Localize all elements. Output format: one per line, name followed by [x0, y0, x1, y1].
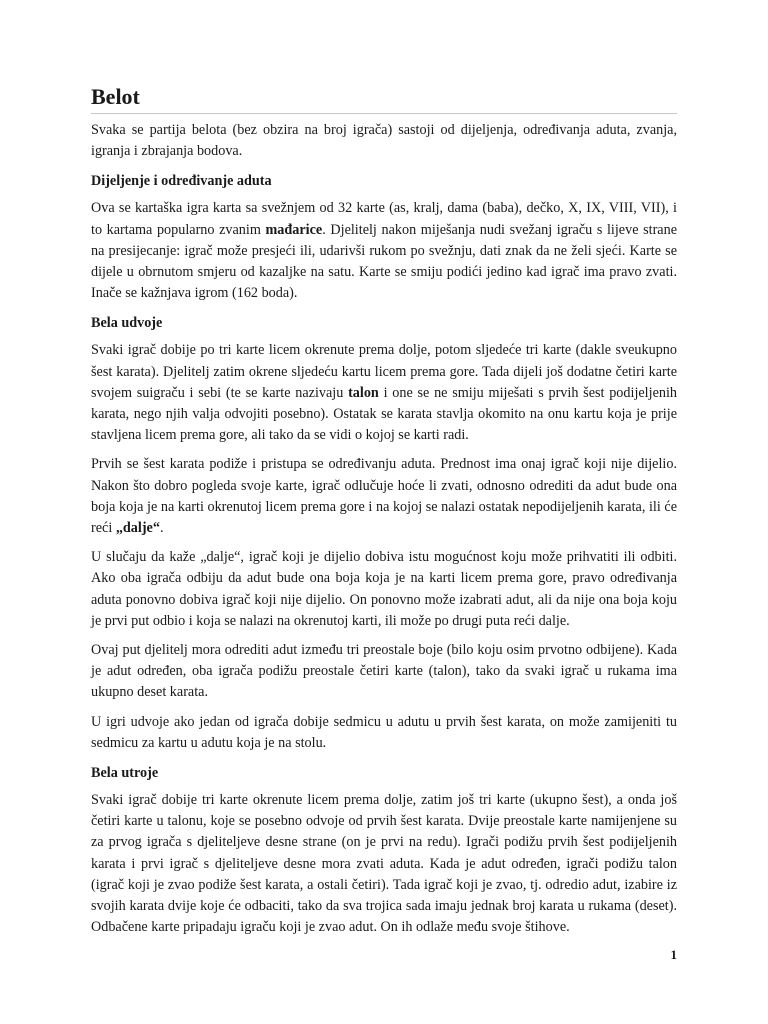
document-title: Belot — [91, 84, 677, 114]
emphasis-madarice: mađarice — [265, 221, 323, 238]
section-heading-dijeljenje: Dijeljenje i određivanje aduta — [91, 173, 272, 190]
section-heading-bela-utroje: Bela utroje — [91, 765, 159, 782]
section-heading-bela-udvoje: Bela udvoje — [91, 315, 163, 332]
emphasis-dalje: „dalje“ — [115, 520, 160, 537]
udvoje-paragraph-5: U igri udvoje ako jedan od igrača dobije sedmicu u adutu u prvih šest karata, on može zamijeniti tu sedmicu za kartu u adutu koja je na stolu. — [91, 713, 677, 751]
intro-paragraph: Svaka se partija belota (bez obzira na broj igrača) sastoji od dijeljenja, određivanja aduta, zvanja, igranja i zbrajanja bodova. — [91, 122, 677, 160]
udvoje-paragraph-2: Prvih se šest karata podiže i pristupa se određivanju aduta. Prednost ima onaj igrač koji nije dijelio. Nakon što dobro pogleda svoje karte, igrač odlučuje hoće li zvati, odnosno odrediti da adut bude ona boja koja je na karti okrenutoj licem prema gore i na kojoj se nalazi ostatak nepodijeljenih karata, ili će reći „dalje“. — [91, 456, 677, 537]
utroje-paragraph-1: Svaki igrač dobije tri karte okrenute licem prema dolje, zatim još tri karte (ukupno šest), a onda još četiri karte u talonu, koje se posebno odvoje od prvih šest karata. Dvije preostale karte namijenjene su za prvog igrača s djeliteljeve desne strane (on je prvi na redu). Igrači podižu prvih šest podijeljenih karata i prvi igrač s djeliteljeve desne mora zvati aduta. Kada je adut određen, igrači podižu talon (igrač koji je zvao podiže šest karata, a ostali četiri). Tada igrač koji je zvao, tj. odredio adut, izabire iz svojih karata dvije koje će odbaciti, tako da sva trojica sada imaju jednak broj karata u rukama (deset). Odbačene karte pripadaju igraču koji je zvao adut. On ih odlaže među svoje štihove. — [91, 792, 677, 936]
udvoje-paragraph-1: Svaki igrač dobije po tri karte licem okrenute prema dolje, potom sljedeće tri karte (dakle sveukupno šest karata). Djelitelj zatim okrene sljedeću kartu licem prema gore. Tada dijeli još dodatne četiri karte svojem suigraču i sebi (te se karte nazivaju talon i one se ne smiju miješati s prvih šest podijeljenih karata, nego njih valja odvojiti posebno). Ostatak se karata stavlja okomito na onu kartu koja je prije stavljena licem prema gore, ali tako da se vidi o kojoj se karti radi. — [91, 342, 677, 444]
udvoje-paragraph-3: U slučaju da kaže „dalje“, igrač koji je dijelio dobiva istu mogućnost koju može prihvatiti ili odbiti. Ako oba igrača odbiju da adut bude ona boja koja je na karti licem prema gore, pravo određivanja aduta ponovno dobiva igrač koji nije dijelio. On ponovno može izabrati adut, ali da nije ona boja koju je prvi put odbio i koja se nalazi na okrenutoj karti, ili može po drugi puta reći dalje. — [91, 549, 677, 629]
section-dijeljenje-paragraph: Ova se kartaška igra karta sa svežnjem od 32 karte (as, kralj, dama (baba), dečko, X, IX, VIII, VII), i to kartama popularno zvanim mađarice. Djelitelj nakon miješanja nudi svežanj igraču s lijeve strane na presijecanje: igrač može presjeći ili, udarivši rukom po svežnju, dati znak da ne želi sjeći. Karte se dijele u obrnutom smjeru od kazaljke na satu. Karte se smiju podići jedino kad igrač ima pravo zvati. Inače se kažnjava igrom (162 boda). — [91, 200, 677, 302]
page-number: 1 — [670, 947, 677, 962]
udvoje-paragraph-4: Ovaj put djelitelj mora odrediti adut između tri preostale boje (bilo koju osim prvotno odbijene). Kada je adut određen, oba igrača podižu preostale četiri karte (talon), tako da svaki igrač u rukama ima ukupno deset karata. — [91, 642, 677, 701]
emphasis-talon: talon — [348, 384, 379, 401]
